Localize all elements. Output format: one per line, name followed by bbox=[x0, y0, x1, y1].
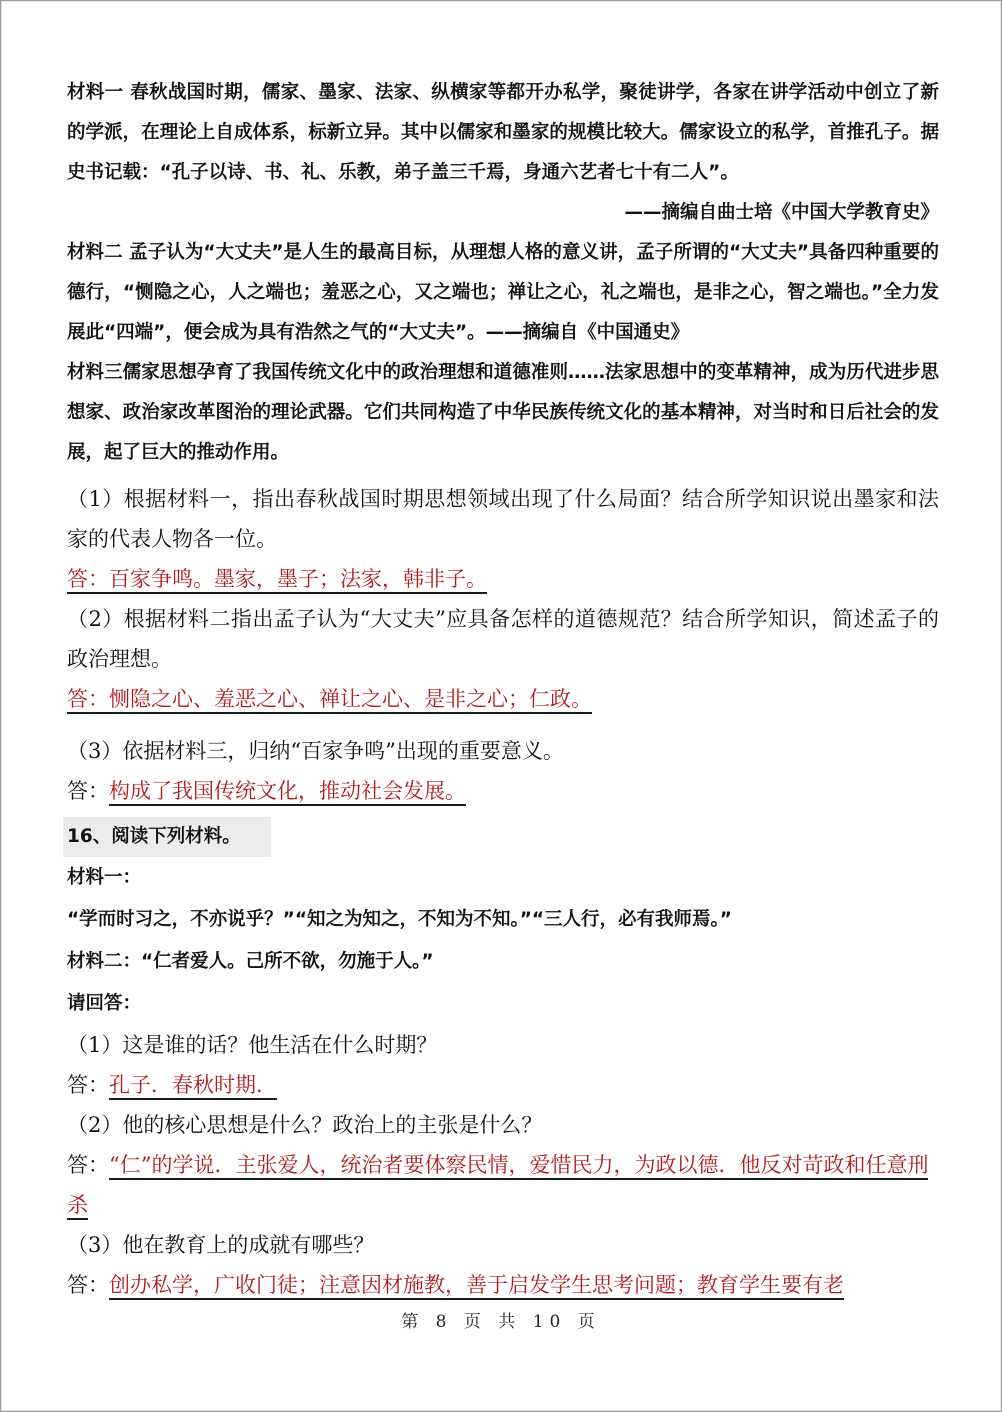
answer-prefix: 答： bbox=[67, 1153, 109, 1177]
material-2: 材料二 孟子认为“大丈夫”是人生的最高目标，从理想人格的意义讲，孟子所谓的“大丈夫”具备四种重要的德行，“恻隐之心，人之端也；羞恶之心，又之端也；禅让之心，礼之端也，是非之心，智之端也。”全力发展此“四端”，便会成为具有浩然之气的“大丈夫”。——摘编自《中国通史》 bbox=[67, 242, 939, 343]
q16-material-1-label: 材料一： bbox=[67, 867, 142, 888]
q16-material-2: 材料二：“仁者爱人。己所不欲，勿施于人。” bbox=[67, 951, 434, 972]
answer-prefix: 答： bbox=[67, 1273, 109, 1297]
page-footer: 第 8 页 共 10 页 bbox=[401, 1312, 601, 1332]
q15-1-question: （1）根据材料一，指出春秋战国时期思想领域出现了什么局面？结合所学知识说出墨家和法家的代表人物各一位。 bbox=[67, 487, 939, 551]
q16-3-answer bbox=[67, 1265, 939, 1305]
q16-2-answer bbox=[67, 1145, 939, 1225]
answer-text: 答：恻隐之心、羞恶之心、禅让之心、是非之心；仁政。 bbox=[67, 687, 592, 714]
q16-1-answer bbox=[67, 1065, 939, 1105]
question-16-heading: 16、阅读下列材料。 bbox=[63, 817, 271, 857]
answer-prefix: 答： bbox=[67, 1073, 109, 1097]
answer-text: “仁”的学说．主张爱人，统治者要体察民情，爱惜民力，为政以德．他反对苛政和任意刑杀 bbox=[67, 1153, 928, 1220]
answer-text: 构成了我国传统文化，推动社会发展。 bbox=[109, 779, 466, 806]
material-3: 材料三儒家思想孕育了我国传统文化中的政治理想和道德准则……法家思想中的变革精神，成为历代进步思想家、政治家改革图治的理论武器。它们共同构造了中华民族传统文化的基本精神，对当时和日后社会的发展，起了巨大的推动作用。 bbox=[67, 362, 939, 463]
q15-2-question: （2）根据材料二指出孟子认为“大丈夫”应具备怎样的道德规范？结合所学知识，简述孟子的政治理想。 bbox=[67, 607, 939, 671]
answer-text: 孔子．春秋时期． bbox=[109, 1073, 277, 1100]
q15-3-question: （3）依据材料三，归纳“百家争鸣”出现的重要意义。 bbox=[67, 739, 564, 763]
q16-material-1-text: “学而时习之，不亦说乎？”“知之为知之，不知为不知。”“三人行，必有我师焉。” bbox=[67, 909, 732, 930]
q16-prompt: 请回答： bbox=[67, 993, 142, 1014]
material-1: 材料一 春秋战国时期，儒家、墨家、法家、纵横家等都开办私学，聚徒讲学，各家在讲学活动中创立了新的学派，在理论上自成体系，标新立异。其中以儒家和墨家的规模比较大。儒家设立的私学，首推孔子。据史书记载：“孔子以诗、书、礼、乐教，弟子盖三千焉，身通六艺者七十有二人”。 bbox=[67, 82, 939, 183]
material-1-source: ——摘编自曲士培《中国大学教育史》 bbox=[624, 202, 939, 223]
answer-text: 答：百家争鸣。墨家，墨子；法家，韩非子。 bbox=[67, 567, 487, 594]
answer-prefix: 答： bbox=[67, 779, 109, 803]
q16-3-question: （3）他在教育上的成就有哪些？ bbox=[67, 1233, 375, 1257]
q16-2-question: （2）他的核心思想是什么？政治上的主张是什么？ bbox=[67, 1113, 543, 1137]
q15-2-answer bbox=[67, 679, 939, 719]
answer-text: 创办私学，广收门徒；注意因材施教，善于启发学生思考问题；教育学生要有老 bbox=[109, 1273, 844, 1300]
q15-3-answer bbox=[67, 771, 939, 811]
q15-1-answer bbox=[67, 559, 939, 599]
q16-1-question: （1）这是谁的话？他生活在什么时期？ bbox=[67, 1033, 438, 1057]
page-content bbox=[67, 73, 939, 1305]
